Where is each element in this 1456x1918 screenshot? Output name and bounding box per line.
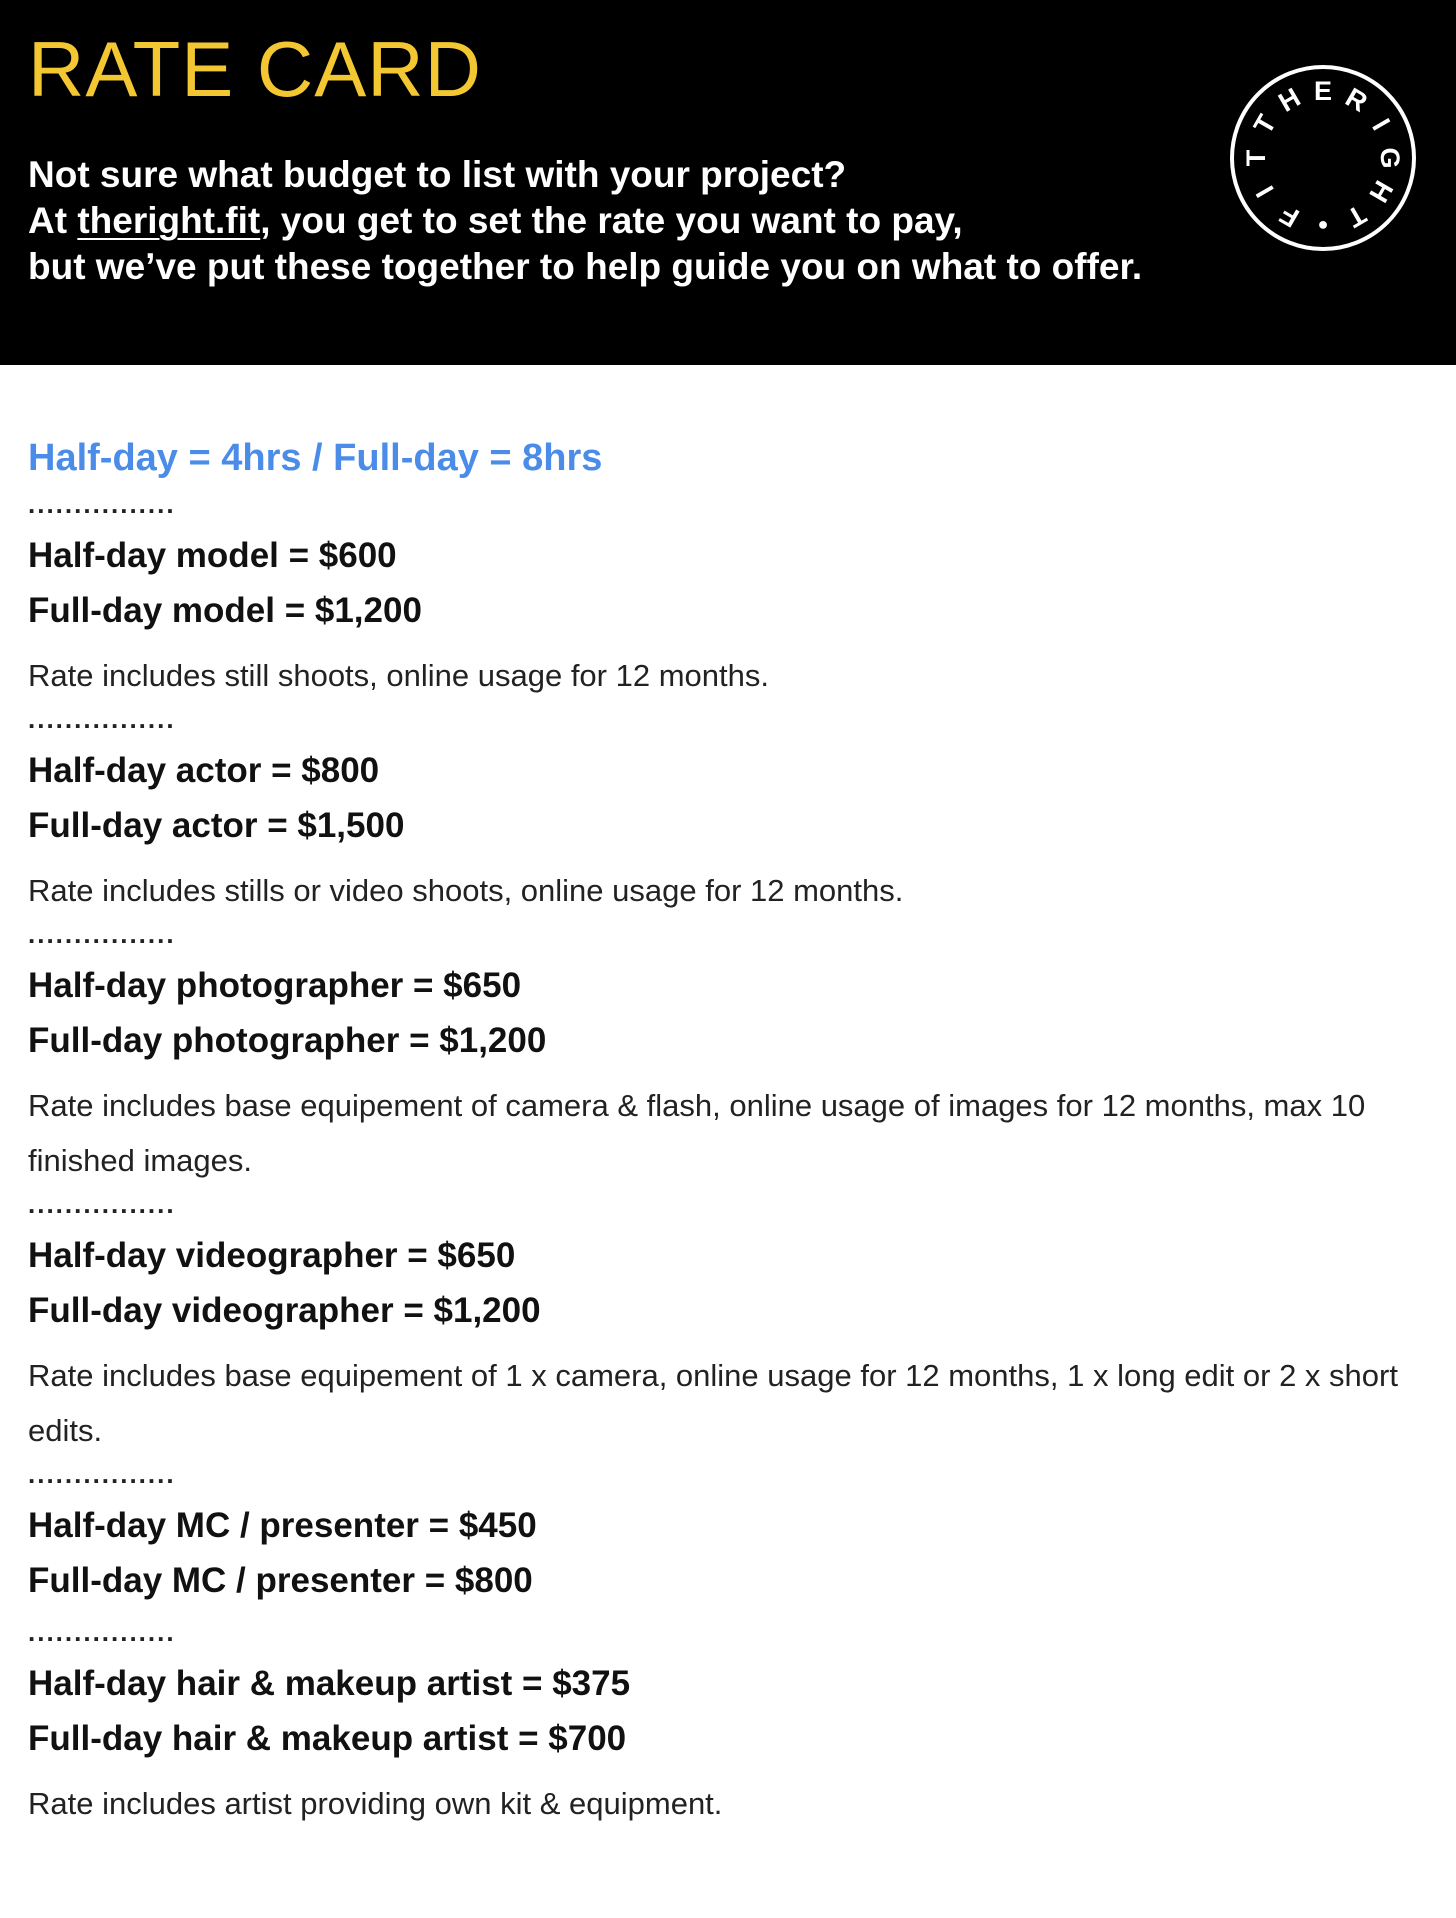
logo-letter: H <box>1273 82 1306 118</box>
rate-note: Rate includes still shoots, online usage for 12 months. <box>28 658 769 693</box>
half-day-rate: Half-day MC / presenter = $450 <box>28 1506 537 1545</box>
hours-subheading: Half-day = 4hrs / Full-day = 8hrs <box>28 437 603 479</box>
theright-fit-link[interactable]: theright.fit <box>77 200 261 241</box>
full-day-rate: Full-day actor = $1,500 <box>28 806 405 845</box>
half-day-rate: Half-day photographer = $650 <box>28 966 522 1005</box>
half-day-rate: Half-day actor = $800 <box>28 751 380 790</box>
logo-letter: T <box>1247 109 1283 140</box>
rate-note: Rate includes base equipement of 1 x camera, online usage for 12 months, 1 x long edit or 2 x short edits. <box>28 1358 1398 1448</box>
rate-note: Rate includes base equipement of camera & flash, online usage of images for 12 months, max 10 finished images. <box>28 1088 1366 1178</box>
rate-note: Rate includes stills or video shoots, online usage for 12 months. <box>28 873 904 908</box>
dotted-separator: ................ <box>28 704 176 734</box>
intro-line-2-suffix: , you get to set the rate you want to pay, <box>260 200 963 241</box>
section-gap <box>28 1608 1428 1622</box>
full-day-rate: Full-day hair & makeup artist = $700 <box>28 1719 627 1758</box>
dotted-separator: ................ <box>28 1189 176 1219</box>
logo-letter: • <box>1318 210 1328 240</box>
intro-line-2 <box>28 198 1142 244</box>
logo-letter: R <box>1340 82 1373 118</box>
logo-letter: F <box>1274 198 1305 234</box>
half-day-rate: Half-day hair & makeup artist = $375 <box>28 1664 631 1703</box>
dotted-separator: ................ <box>28 489 176 519</box>
logo-letter: E <box>1313 76 1333 106</box>
logo-letter: T <box>1341 198 1372 234</box>
page-title: RATE CARD <box>28 25 482 113</box>
full-day-rate: Full-day MC / presenter = $800 <box>28 1561 533 1600</box>
rate-note: Rate includes artist providing own kit & equipment. <box>28 1786 723 1821</box>
intro-line-2-prefix: At <box>28 200 78 241</box>
dotted-separator: ................ <box>28 1459 176 1489</box>
intro-text <box>28 152 1142 290</box>
rate-section <box>28 1459 1428 1622</box>
intro-line-1: Not sure what budget to list with your project? <box>28 154 847 195</box>
full-day-rate: Full-day photographer = $1,200 <box>28 1021 547 1060</box>
logo-letter: G <box>1375 147 1405 169</box>
rate-section <box>28 1617 1428 1831</box>
rate-list <box>28 428 1428 1837</box>
logo-letter: I <box>1250 180 1280 203</box>
header-banner <box>0 0 1456 365</box>
intro-line-3: but we’ve put these together to help guide you on what to offer. <box>28 246 1143 287</box>
logo-letter: T <box>1241 149 1271 167</box>
logo-letter: H <box>1363 175 1399 208</box>
full-day-rate: Full-day model = $1,200 <box>28 591 422 630</box>
half-day-rate: Half-day videographer = $650 <box>28 1236 516 1275</box>
full-day-rate: Full-day videographer = $1,200 <box>28 1291 541 1330</box>
theright-fit-logo <box>1228 63 1418 253</box>
rate-section <box>28 919 1428 1188</box>
half-day-rate: Half-day model = $600 <box>28 536 397 575</box>
logo-letter: I <box>1366 113 1396 136</box>
dotted-separator: ................ <box>28 1617 176 1647</box>
rate-section <box>28 704 1428 918</box>
rate-section <box>28 1189 1428 1458</box>
dotted-separator: ................ <box>28 919 176 949</box>
rate-section <box>28 489 1428 703</box>
